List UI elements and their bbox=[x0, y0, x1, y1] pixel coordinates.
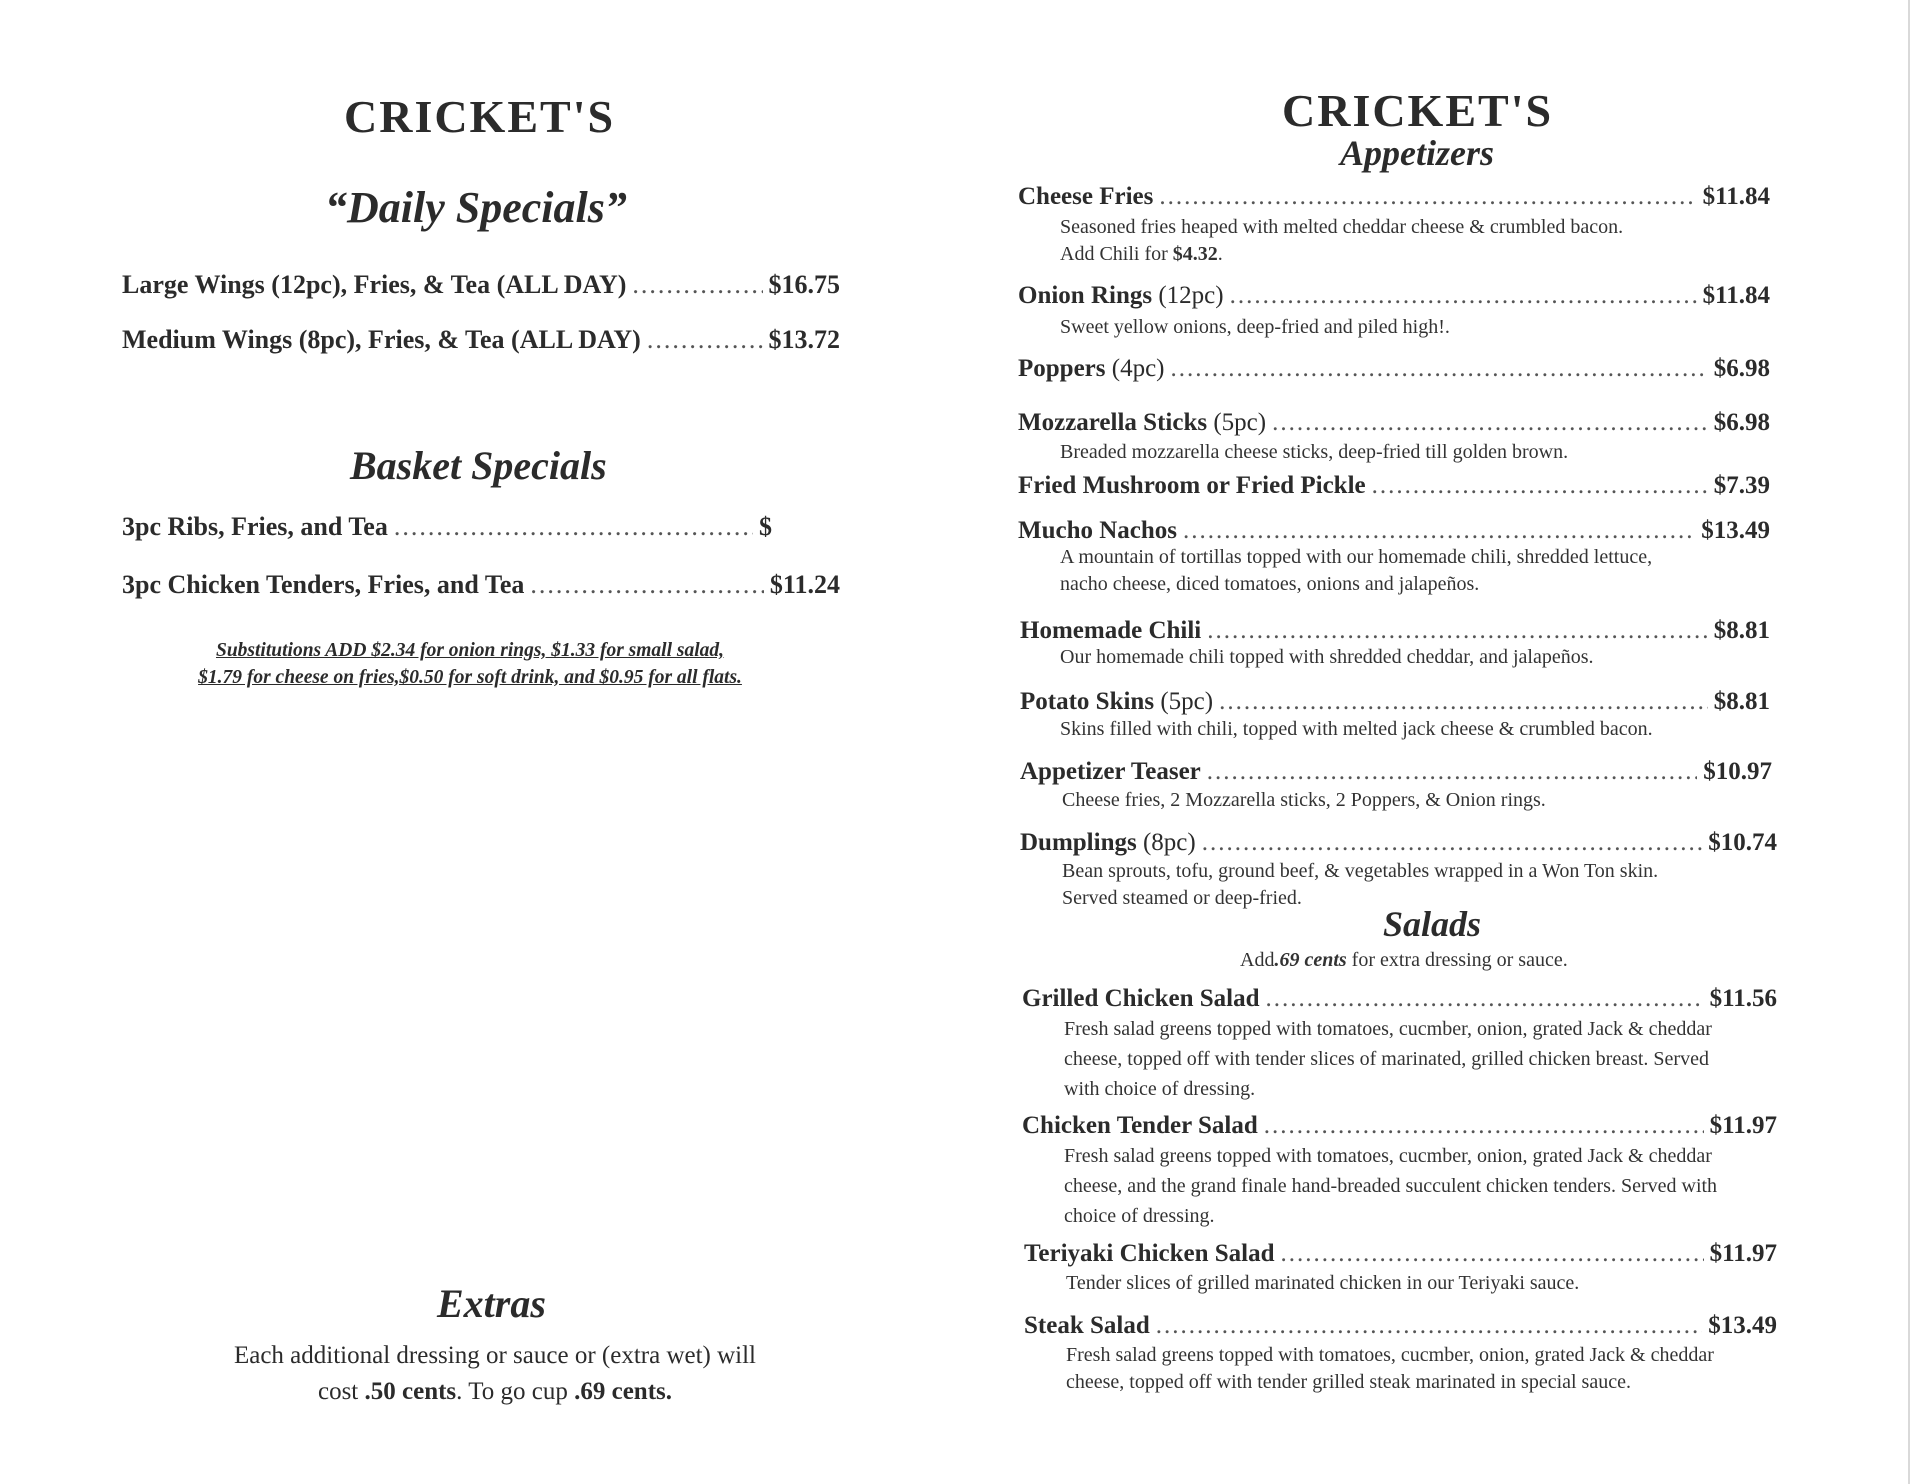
dot-leader bbox=[1266, 985, 1704, 1013]
page-edge-divider bbox=[1908, 0, 1910, 1484]
dot-leader bbox=[1372, 472, 1708, 500]
item-description: A mountain of tortillas topped with our homemade chili, shredded lettuce, nacho cheese, diced tomatoes, onions and jalapeños. bbox=[1060, 546, 1653, 595]
item-price: $11.84 bbox=[1702, 282, 1770, 309]
substitutions-line: $1.79 for cheese on fries,$0.50 for soft drink, and $0.95 for all flats. bbox=[198, 667, 742, 688]
item-price: $ bbox=[759, 512, 772, 541]
menu-item bbox=[122, 270, 840, 300]
menu-item bbox=[1020, 758, 1772, 786]
item-name: Appetizer Teaser bbox=[1020, 758, 1201, 785]
menu-item bbox=[1018, 355, 1770, 383]
dot-leader bbox=[1171, 355, 1708, 383]
item-description: Our homemade chili topped with shredded cheddar, and jalapeños. bbox=[1060, 646, 1594, 668]
item-description: Fresh salad greens topped with tomatoes, cucmber, onion, grated Jack & cheddar cheese, topped off with tender grilled steak marinated in special sauce. bbox=[1066, 1344, 1714, 1393]
menu-item bbox=[1024, 1240, 1777, 1268]
item-price: $13.49 bbox=[1701, 517, 1770, 544]
item-price: $6.98 bbox=[1713, 355, 1770, 382]
item-price: $11.56 bbox=[1709, 985, 1777, 1012]
item-price: $11.84 bbox=[1702, 183, 1770, 210]
restaurant-title: CRICKET'S bbox=[1282, 85, 1554, 136]
item-price: $13.72 bbox=[768, 325, 840, 354]
item-description: Seasoned fries heaped with melted cheddar cheese & crumbled bacon. Add Chili for $4.32. bbox=[1060, 216, 1624, 265]
salads-note: Add.69 cents for extra dressing or sauce. bbox=[1240, 949, 1568, 971]
item-description: Bean sprouts, tofu, ground beef, & vegetables wrapped in a Won Ton skin. Served steamed or deep-fried. bbox=[1062, 860, 1659, 909]
item-name: Homemade Chili bbox=[1020, 617, 1202, 644]
extras-line: Each additional dressing or sauce or (extra wet) will bbox=[233, 1342, 757, 1369]
dot-leader bbox=[1281, 1240, 1704, 1268]
item-name: Mucho Nachos bbox=[1018, 517, 1178, 544]
item-price: $16.75 bbox=[768, 270, 840, 299]
item-price: $10.97 bbox=[1703, 758, 1772, 785]
dot-leader bbox=[1207, 617, 1708, 645]
dot-leader bbox=[1207, 758, 1697, 786]
item-price: $6.98 bbox=[1713, 409, 1770, 436]
item-name: Cheese Fries bbox=[1018, 183, 1154, 210]
menu-item bbox=[1018, 517, 1770, 545]
item-description: Sweet yellow onions, deep-fried and piled high!. bbox=[1060, 316, 1450, 338]
item-name: Onion Rings (12pc) bbox=[1018, 282, 1224, 309]
menu-item bbox=[1018, 409, 1770, 437]
item-name: Chicken Tender Salad bbox=[1022, 1112, 1258, 1139]
item-name: Potato Skins (5pc) bbox=[1020, 688, 1214, 715]
item-name: 3pc Ribs, Fries, and Tea bbox=[122, 512, 388, 541]
item-description: Cheese fries, 2 Mozzarella sticks, 2 Poppers, & Onion rings. bbox=[1062, 789, 1546, 811]
item-name: Teriyaki Chicken Salad bbox=[1024, 1240, 1275, 1267]
dot-leader bbox=[1202, 829, 1703, 857]
restaurant-title: CRICKET'S bbox=[344, 91, 616, 142]
item-name: Fried Mushroom or Fried Pickle bbox=[1018, 472, 1366, 499]
item-description: Tender slices of grilled marinated chicken in our Teriyaki sauce. bbox=[1066, 1272, 1580, 1294]
dot-leader bbox=[1156, 1312, 1703, 1340]
item-description: Skins filled with chili, topped with melted jack cheese & crumbled bacon. bbox=[1060, 718, 1653, 740]
item-name: Large Wings (12pc), Fries, & Tea (ALL DAY) bbox=[122, 270, 627, 299]
menu-item bbox=[1018, 472, 1770, 500]
salads-heading: Salads bbox=[1383, 904, 1482, 944]
substitutions-line: Substitutions ADD $2.34 for onion rings, $1.33 for small salad, bbox=[215, 640, 725, 661]
item-name: Dumplings (8pc) bbox=[1020, 829, 1196, 856]
dot-leader bbox=[1219, 688, 1708, 716]
dot-leader bbox=[1264, 1112, 1704, 1140]
dot-leader bbox=[530, 570, 764, 600]
item-description: Fresh salad greens topped with tomatoes, cucmber, onion, grated Jack & cheddar cheese, topped off with tender slices of marinated, grilled chicken breast. Served with choice of dressing. bbox=[1064, 1018, 1712, 1100]
menu-item bbox=[122, 325, 840, 355]
dot-leader bbox=[1272, 409, 1708, 437]
item-price: $8.81 bbox=[1713, 688, 1770, 715]
dot-leader bbox=[1230, 282, 1697, 310]
menu-item bbox=[1020, 829, 1777, 857]
menu-item bbox=[1022, 985, 1777, 1013]
menu-item bbox=[1020, 688, 1770, 716]
item-price: $8.81 bbox=[1713, 617, 1770, 644]
item-price: $7.39 bbox=[1713, 472, 1770, 499]
item-name: Medium Wings (8pc), Fries, & Tea (ALL DAY) bbox=[122, 325, 641, 354]
item-price: $10.74 bbox=[1708, 829, 1777, 856]
item-name: Mozzarella Sticks (5pc) bbox=[1018, 409, 1267, 436]
extras-line: cost .50 cents. To go cup .69 cents. bbox=[317, 1378, 672, 1405]
menu-item bbox=[1024, 1312, 1777, 1340]
menu-item bbox=[1018, 282, 1770, 310]
menu-item bbox=[1020, 617, 1770, 645]
extras-heading: Extras bbox=[437, 1281, 546, 1326]
extras-description bbox=[160, 1338, 830, 1410]
item-name: Grilled Chicken Salad bbox=[1022, 985, 1260, 1012]
dot-leader bbox=[647, 325, 763, 355]
item-price: $13.49 bbox=[1708, 1312, 1777, 1339]
menu-item bbox=[122, 570, 840, 600]
item-name: 3pc Chicken Tenders, Fries, and Tea bbox=[122, 570, 525, 599]
menu-item bbox=[1018, 183, 1770, 211]
item-description: Fresh salad greens topped with tomatoes, cucmber, onion, grated Jack & cheddar cheese, and the grand finale hand-breaded succulent chicken tenders. Served with choice of dressing. bbox=[1064, 1145, 1718, 1227]
item-name: Poppers (4pc) bbox=[1018, 355, 1165, 382]
item-price: $11.24 bbox=[769, 570, 840, 599]
basket-specials-heading: Basket Specials bbox=[350, 443, 607, 488]
dot-leader bbox=[394, 512, 753, 542]
dot-leader bbox=[1183, 517, 1695, 545]
menu-item bbox=[122, 512, 772, 542]
item-name: Steak Salad bbox=[1024, 1312, 1150, 1339]
dot-leader bbox=[632, 270, 762, 300]
right-menu-page bbox=[960, 0, 1920, 1484]
item-price: $11.97 bbox=[1709, 1240, 1777, 1267]
substitutions-note bbox=[130, 637, 810, 691]
dot-leader bbox=[1159, 183, 1696, 211]
item-description: Breaded mozzarella cheese sticks, deep-fried till golden brown. bbox=[1060, 441, 1569, 463]
menu-item bbox=[1022, 1112, 1777, 1140]
item-price: $11.97 bbox=[1709, 1112, 1777, 1139]
appetizers-heading: Appetizers bbox=[1340, 133, 1495, 173]
daily-specials-heading: “Daily Specials” bbox=[325, 183, 627, 232]
